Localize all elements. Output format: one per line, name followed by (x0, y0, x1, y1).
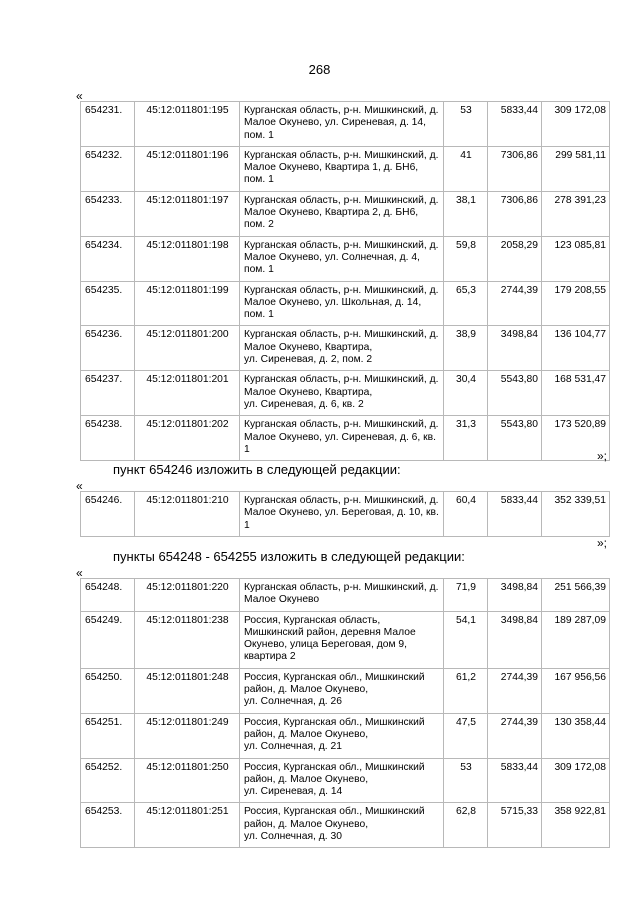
row-number-cell: 654253. (81, 803, 135, 848)
cadastral-number-cell: 45:12:011801:251 (135, 803, 240, 848)
table-row (81, 579, 610, 612)
table-row (81, 611, 610, 668)
cadastral-number-cell: 45:12:011801:195 (135, 102, 240, 147)
table-row (81, 416, 610, 461)
unit-value-cell: 5543,80 (488, 416, 542, 461)
unit-value-cell: 3498,84 (488, 579, 542, 612)
unit-value-cell: 7306,86 (488, 191, 542, 236)
total-value-cell: 309 172,08 (542, 758, 610, 803)
open-quote: « (76, 479, 83, 493)
area-cell: 59,8 (444, 236, 488, 281)
total-value-cell: 167 956,56 (542, 668, 610, 713)
row-number-cell: 654251. (81, 713, 135, 758)
address-cell: Россия, Курганская область, Мишкинский район, деревня Малое Окунево, улица Береговая, дом 9, квартира 2 (240, 611, 444, 668)
cadastral-number-cell: 45:12:011801:248 (135, 668, 240, 713)
total-value-cell: 309 172,08 (542, 102, 610, 147)
unit-value-cell: 2744,39 (488, 281, 542, 326)
row-number-cell: 654234. (81, 236, 135, 281)
unit-value-cell: 3498,84 (488, 611, 542, 668)
total-value-cell: 352 339,51 (542, 492, 610, 537)
row-number-cell: 654235. (81, 281, 135, 326)
area-cell: 47,5 (444, 713, 488, 758)
row-number-cell: 654252. (81, 758, 135, 803)
table-row (81, 713, 610, 758)
unit-value-cell: 5833,44 (488, 492, 542, 537)
cadastral-number-cell: 45:12:011801:197 (135, 191, 240, 236)
cadastral-number-cell: 45:12:011801:200 (135, 326, 240, 371)
area-cell: 71,9 (444, 579, 488, 612)
row-number-cell: 654249. (81, 611, 135, 668)
unit-value-cell: 3498,84 (488, 326, 542, 371)
address-cell: Курганская область, р-н. Мишкинский, д. Малое Окунево, Квартира, ул. Сиреневая, д. 2, пом. 2 (240, 326, 444, 371)
unit-value-cell: 2058,29 (488, 236, 542, 281)
cadastral-number-cell: 45:12:011801:210 (135, 492, 240, 537)
row-number-cell: 654236. (81, 326, 135, 371)
total-value-cell: 278 391,23 (542, 191, 610, 236)
total-value-cell: 130 358,44 (542, 713, 610, 758)
address-cell: Курганская область, р-н. Мишкинский, д. Малое Окунево, ул. Сиреневая, д. 6, кв. 1 (240, 416, 444, 461)
area-cell: 53 (444, 758, 488, 803)
address-cell: Россия, Курганская обл., Мишкинский район, д. Малое Окунево, ул. Солнечная, д. 26 (240, 668, 444, 713)
address-cell: Россия, Курганская обл., Мишкинский район, д. Малое Окунево, ул. Сиреневая, д. 14 (240, 758, 444, 803)
table-row (81, 326, 610, 371)
unit-value-cell: 2744,39 (488, 668, 542, 713)
cadastral-number-cell: 45:12:011801:250 (135, 758, 240, 803)
close-quote: »; (597, 449, 608, 463)
table-row (81, 668, 610, 713)
area-cell: 53 (444, 102, 488, 147)
cadastral-number-cell: 45:12:011801:220 (135, 579, 240, 612)
section-heading: пункты 654248 - 654255 изложить в следующей редакции: (113, 549, 465, 564)
register-table (80, 101, 610, 461)
address-cell: Курганская область, р-н. Мишкинский, д. Малое Окунево (240, 579, 444, 612)
area-cell: 61,2 (444, 668, 488, 713)
page-number: 268 (308, 62, 331, 77)
section-heading: пункт 654246 изложить в следующей редакции: (113, 462, 401, 477)
table-row (81, 371, 610, 416)
table-row (81, 281, 610, 326)
address-cell: Курганская область, р-н. Мишкинский, д. Малое Окунево, ул. Сиреневая, д. 14, пом. 1 (240, 102, 444, 147)
cadastral-number-cell: 45:12:011801:238 (135, 611, 240, 668)
unit-value-cell: 5543,80 (488, 371, 542, 416)
address-cell: Россия, Курганская обл., Мишкинский район, д. Малое Окунево, ул. Солнечная, д. 21 (240, 713, 444, 758)
cadastral-number-cell: 45:12:011801:249 (135, 713, 240, 758)
close-quote: »; (597, 536, 608, 550)
cadastral-number-cell: 45:12:011801:196 (135, 146, 240, 191)
row-number-cell: 654232. (81, 146, 135, 191)
unit-value-cell: 5715,33 (488, 803, 542, 848)
address-cell: Курганская область, р-н. Мишкинский, д. Малое Окунево, Квартира 2, д. БН6, пом. 2 (240, 191, 444, 236)
register-table (80, 578, 610, 848)
table-row (81, 102, 610, 147)
total-value-cell: 136 104,77 (542, 326, 610, 371)
row-number-cell: 654250. (81, 668, 135, 713)
total-value-cell: 173 520,89 (542, 416, 610, 461)
cadastral-number-cell: 45:12:011801:202 (135, 416, 240, 461)
cadastral-number-cell: 45:12:011801:199 (135, 281, 240, 326)
table-row (81, 191, 610, 236)
area-cell: 38,9 (444, 326, 488, 371)
address-cell: Курганская область, р-н. Мишкинский, д. Малое Окунево, Квартира 1, д. БН6, пом. 1 (240, 146, 444, 191)
row-number-cell: 654237. (81, 371, 135, 416)
address-cell: Курганская область, р-н. Мишкинский, д. Малое Окунево, ул. Солнечная, д. 4, пом. 1 (240, 236, 444, 281)
area-cell: 62,8 (444, 803, 488, 848)
total-value-cell: 299 581,11 (542, 146, 610, 191)
total-value-cell: 251 566,39 (542, 579, 610, 612)
total-value-cell: 179 208,55 (542, 281, 610, 326)
row-number-cell: 654248. (81, 579, 135, 612)
unit-value-cell: 2744,39 (488, 713, 542, 758)
area-cell: 65,3 (444, 281, 488, 326)
table-row (81, 803, 610, 848)
address-cell: Курганская область, р-н. Мишкинский, д. Малое Окунево, ул. Школьная, д. 14, пом. 1 (240, 281, 444, 326)
table-row (81, 492, 610, 537)
cadastral-number-cell: 45:12:011801:201 (135, 371, 240, 416)
register-table (80, 491, 610, 537)
table-row (81, 758, 610, 803)
total-value-cell: 358 922,81 (542, 803, 610, 848)
unit-value-cell: 5833,44 (488, 758, 542, 803)
area-cell: 31,3 (444, 416, 488, 461)
row-number-cell: 654231. (81, 102, 135, 147)
unit-value-cell: 7306,86 (488, 146, 542, 191)
total-value-cell: 123 085,81 (542, 236, 610, 281)
address-cell: Курганская область, р-н. Мишкинский, д. Малое Окунево, Квартира, ул. Сиреневая, д. 6, кв. 2 (240, 371, 444, 416)
open-quote: « (76, 566, 83, 580)
area-cell: 54,1 (444, 611, 488, 668)
area-cell: 38,1 (444, 191, 488, 236)
address-cell: Россия, Курганская обл., Мишкинский район, д. Малое Окунево, ул. Солнечная, д. 30 (240, 803, 444, 848)
table-row (81, 146, 610, 191)
total-value-cell: 168 531,47 (542, 371, 610, 416)
unit-value-cell: 5833,44 (488, 102, 542, 147)
row-number-cell: 654233. (81, 191, 135, 236)
area-cell: 60,4 (444, 492, 488, 537)
row-number-cell: 654238. (81, 416, 135, 461)
cadastral-number-cell: 45:12:011801:198 (135, 236, 240, 281)
row-number-cell: 654246. (81, 492, 135, 537)
area-cell: 41 (444, 146, 488, 191)
total-value-cell: 189 287,09 (542, 611, 610, 668)
table-row (81, 236, 610, 281)
area-cell: 30,4 (444, 371, 488, 416)
open-quote: « (76, 89, 83, 103)
address-cell: Курганская область, р-н. Мишкинский, д. Малое Окунево, ул. Береговая, д. 10, кв. 1 (240, 492, 444, 537)
